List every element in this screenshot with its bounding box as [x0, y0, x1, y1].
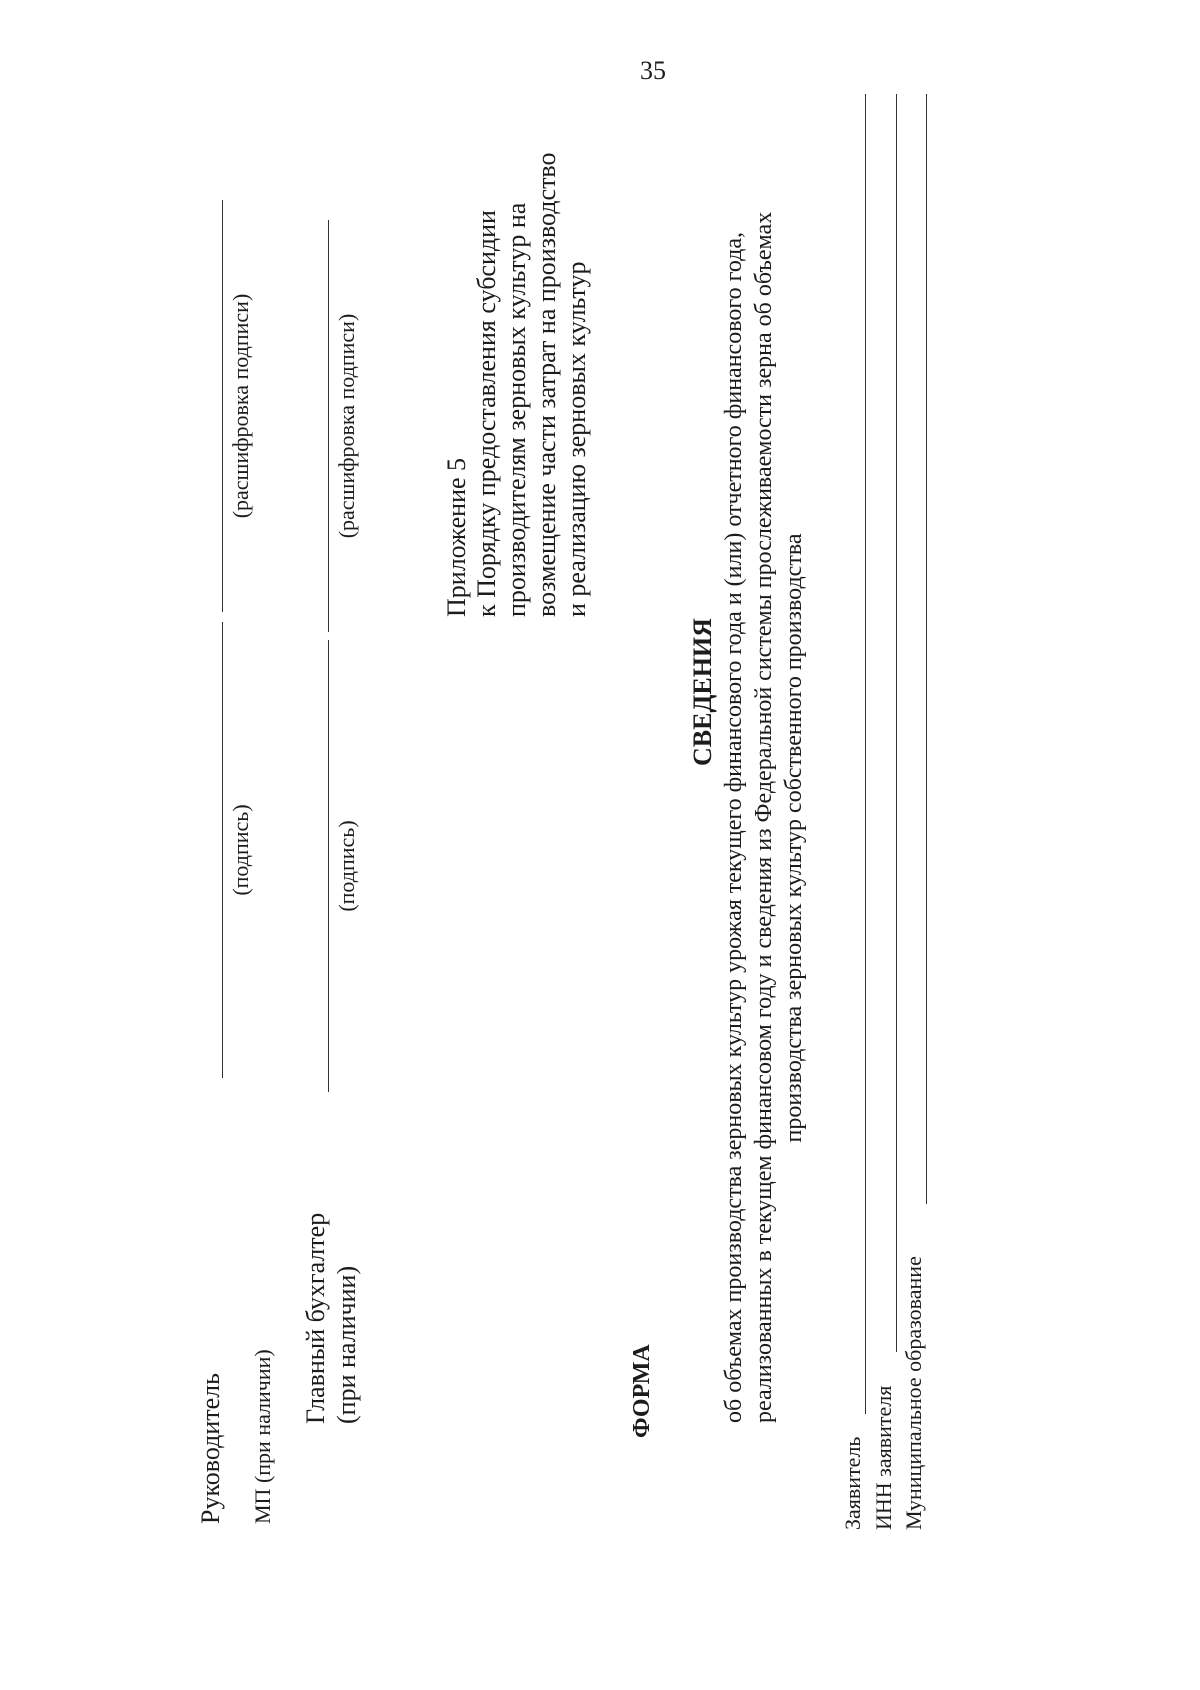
municipality-field-label: Муниципальное образование — [901, 1256, 926, 1530]
head-label: Руководитель — [196, 1373, 225, 1524]
head-decoding-line — [222, 200, 223, 612]
accountant-decoding-line — [328, 220, 329, 632]
applicant-field-line — [865, 94, 866, 1414]
accountant-signature-caption: (подпись) — [334, 820, 359, 912]
chief-accountant-label: Главный бухгалтер — [301, 1212, 330, 1424]
accountant-decoding-caption: (расшифровка подписи) — [334, 313, 359, 539]
inn-field-label: ИНН заявителя — [871, 1385, 896, 1530]
head-signature-line — [222, 622, 223, 1078]
subtitle-line: реализованных в текущем финансовом году и сведения из Федеральной системы прослеживаемости зерна об объемах — [751, 211, 777, 1423]
municipality-field-line — [926, 94, 927, 1204]
subtitle-line: об объемах производства зерновых культур урожая текущего финансового года и (или) отчетного финансового года, — [721, 231, 747, 1423]
appendix-line: и реализацию зерновых культур — [562, 261, 591, 617]
document-heading: СВЕДЕНИЯ — [688, 618, 717, 766]
subtitle-line: производства зерновых культур собственного производства — [781, 533, 807, 1143]
head-decoding-caption: (расшифровка подписи) — [228, 293, 253, 519]
page-number: 35 — [640, 56, 666, 85]
appendix-line: Приложение 5 — [442, 457, 471, 617]
head-signature-caption: (подпись) — [228, 804, 253, 896]
appendix-line: возмещение части затрат на производство — [532, 152, 561, 617]
appendix-line: к Порядку предоставления субсидии — [472, 210, 501, 617]
inn-field-line — [896, 94, 897, 1352]
chief-accountant-note: (при наличии) — [332, 1265, 361, 1424]
applicant-field-label: Заявитель — [840, 1436, 865, 1530]
form-label: ФОРМА — [629, 1344, 655, 1438]
accountant-signature-line — [328, 640, 329, 1092]
appendix-line: производителям зерновых культур на — [502, 202, 531, 617]
seal-label: МП (при наличии) — [250, 1349, 275, 1524]
